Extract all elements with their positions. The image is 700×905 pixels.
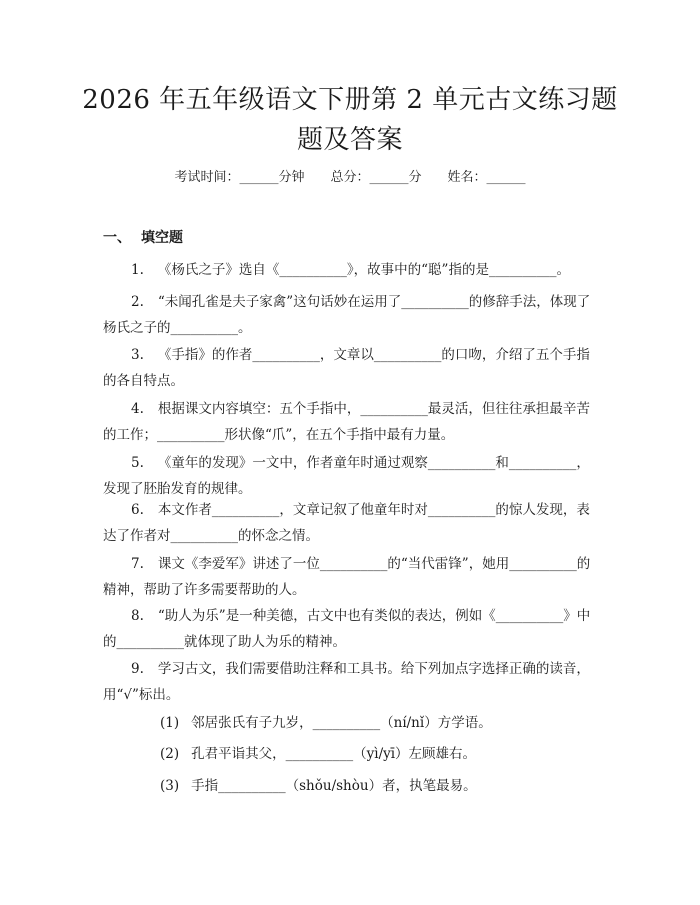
question-text: 本文作者__________，文章记叙了他童年时对__________的惊人发现，表达了作者对__________的怀念之情。 bbox=[103, 502, 590, 544]
section-number: 一、 bbox=[103, 230, 131, 246]
document-title bbox=[60, 80, 640, 160]
student-name: 姓名：______ bbox=[447, 170, 526, 185]
question-text: 课文《李爱军》讲述了一位__________的“当代雷锋”，她用__________的精神，帮助了许多需要帮助的人。 bbox=[103, 556, 591, 598]
title-line-2: 题及答案 bbox=[296, 125, 403, 155]
question-text: “未闻孔雀是夫子家禽”这句话妙在运用了__________的修辞手法，体现了杨氏之子的__________。 bbox=[103, 294, 591, 336]
question-text: 《童年的发现》一文中，作者童年时通过观察__________和__________，发现了胚胎发育的规律。 bbox=[103, 455, 590, 497]
subitem-number: (2) bbox=[160, 746, 180, 762]
question-text: 根据课文内容填空：五个手指中，__________最灵活，但往往承担最辛苦的工作；__________形状像“爪”，在五个手指中最有力量。 bbox=[103, 401, 590, 443]
question-4 bbox=[103, 396, 598, 448]
subitem-text: 邻居张氏有子九岁，__________（ní/nǐ）方学语。 bbox=[191, 715, 492, 731]
question-number: 2. bbox=[131, 294, 144, 310]
question-number: 3. bbox=[131, 347, 144, 363]
question-6 bbox=[103, 497, 598, 549]
question-text: 《手指》的作者__________，文章以__________的口吻，介绍了五个手指的各自特点。 bbox=[103, 347, 590, 389]
question-2 bbox=[103, 289, 598, 341]
exam-time: 考试时间：______分钟 bbox=[174, 170, 305, 185]
subitem-3 bbox=[160, 776, 600, 796]
question-1 bbox=[103, 257, 598, 283]
exam-score: 总分：______分 bbox=[330, 170, 422, 185]
question-8 bbox=[103, 603, 598, 655]
question-text: 学习古文，我们需要借助注释和工具书。给下列加点字选择正确的读音，用“√”标出。 bbox=[103, 661, 590, 703]
question-number: 8. bbox=[131, 608, 144, 624]
subitem-text: 孔君平诣其父，__________（yì/yī）左顾雄右。 bbox=[191, 746, 477, 762]
question-number: 9. bbox=[131, 661, 144, 677]
question-7 bbox=[103, 551, 598, 603]
subitem-1 bbox=[160, 713, 600, 733]
section-title: 填空题 bbox=[141, 230, 183, 246]
question-number: 1. bbox=[131, 262, 144, 278]
section-heading bbox=[103, 228, 183, 248]
question-number: 7. bbox=[131, 556, 144, 572]
subitem-text: 手指__________（shǒu/shòu）者，执笔最易。 bbox=[191, 778, 477, 794]
question-number: 4. bbox=[131, 401, 144, 417]
question-number: 6. bbox=[131, 502, 144, 518]
question-5 bbox=[103, 450, 598, 502]
question-9 bbox=[103, 656, 598, 708]
title-line-1: 2026 年五年级语文下册第 2 单元古文练习题 bbox=[82, 85, 618, 115]
subitem-2 bbox=[160, 744, 600, 764]
exam-meta bbox=[0, 168, 700, 188]
question-number: 5. bbox=[131, 455, 144, 471]
question-text: “助人为乐”是一种美德，古文中也有类似的表达，例如《__________》中的__________就体现了助人为乐的精神。 bbox=[103, 608, 591, 650]
question-3 bbox=[103, 342, 598, 394]
question-text: 《杨氏之子》选自《__________》，故事中的“聪”指的是__________。 bbox=[157, 262, 570, 278]
subitem-number: (1) bbox=[160, 715, 180, 731]
subitem-number: (3) bbox=[160, 778, 180, 794]
